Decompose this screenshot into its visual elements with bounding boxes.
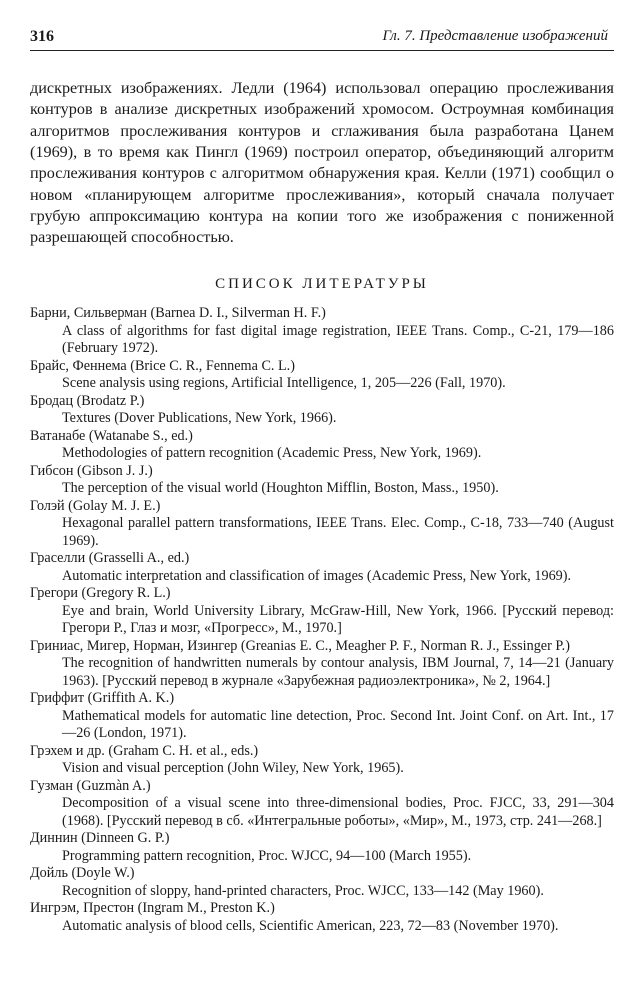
reference-author: Голэй (Golay M. J. E.) [30,497,161,514]
reference-entry [30,900,614,935]
reference-description: Hexagonal parallel pattern transformations, IEEE Trans. Elec. Comp., C-18, 733—740 (August 1969). [62,515,614,549]
reference-entry [30,358,614,393]
reference-author: Бродац (Brodatz P.) [30,392,145,409]
header-rule [30,50,614,51]
reference-author: Граселли (Grasselli A., ed.) [30,550,190,566]
reference-description: The perception of the visual world (Houghton Mifflin, Boston, Mass., 1950). [62,480,499,496]
reference-description: A class of algorithms for fast digital image registration, IEEE Trans. Comp., C-21, 179—186 (February 1972). [62,322,614,356]
reference-description: Recognition of sloppy, hand-printed characters, Proc. WJCC, 133—142 (May 1960). [62,882,544,899]
reference-description: Scene analysis using regions, Artificial Intelligence, 1, 205—226 (Fall, 1970). [62,375,506,391]
reference-author: Диннин (Dinneen G. P.) [30,830,170,846]
reference-author: Ватанабе (Watanabe S., ed.) [30,427,193,444]
reference-author: Гриниас, Мигер, Норман, Изингер (Greanias E. C., Meagher P. F., Norman R. J., Essinger P.) [30,637,570,654]
reference-author: Грэхем и др. (Graham C. H. et al., eds.) [30,742,259,759]
reference-author: Барни, Сильверман (Barnea D. I., Silverman H. F.) [30,305,326,321]
reference-author: Ингрэм, Престон (Ingram M., Preston K.) [30,900,275,916]
section-title: СПИСОК ЛИТЕРАТУРЫ [215,276,429,292]
reference-author: Грегори (Gregory R. L.) [30,585,171,601]
reference-entry [30,865,614,900]
reference-entry [30,463,614,498]
reference-author: Брайс, Феннема (Brice C. R., Fennema C. L.) [30,357,295,374]
reference-description: Programming pattern recognition, Proc. WJCC, 94—100 (March 1955). [62,847,472,864]
page-header [30,28,614,50]
reference-entry [30,830,614,865]
reference-description: Textures (Dover Publications, New York, 1966). [62,410,337,426]
reference-description: Methodologies of pattern recognition (Academic Press, New York, 1969). [62,445,482,461]
reference-author: Гриффит (Griffith A. K.) [30,690,175,706]
reference-entry [30,638,614,691]
reference-author: Гибсон (Gibson J. J.) [30,462,153,479]
reference-entry [30,428,614,463]
reference-entry [30,550,614,585]
page-number: 316 [30,28,54,45]
reference-entry [30,743,614,778]
running-head: Гл. 7. Представление изображений [382,28,608,44]
reference-description: Eye and brain, World University Library, McGraw-Hill, New York, 1966. [Русский перевод: Грегори Р., Глаз и мозг, «Прогресс», М., 1970.] [62,602,614,636]
reference-entry [30,778,614,831]
reference-description: Automatic interpretation and classification of images (Academic Press, New York, 1969). [62,567,572,584]
body-paragraph: дискретных изображениях. Ледли (1964) использовал операцию прослеживания контуров в анализе дискретных изображений хромосом. Остроумная комбинация алгоритмов прослеживания контуров и сглаживания была разработана Цанем (1969), в то время как Пингл (1969) построил оператор, объединяющий алгоритм прослеживания контуров с алгоритмом обнаружения края. Келли (1971) сообщил о новом «планирующем алгоритме прослеживания», который сначала получает грубую аппроксимацию контура на копии того же изображения с пониженной разрешающей способностью. [30,79,614,247]
reference-list [30,305,614,935]
reference-entry [30,585,614,638]
reference-entry [30,305,614,358]
reference-entry [30,393,614,428]
reference-author: Гузман (Guzmàn A.) [30,777,151,794]
reference-description: The recognition of handwritten numerals by contour analysis, IBM Journal, 7, 14—21 (January 1963). [Русский перевод в журнале «Зарубежная радиоэлектроника», № 2, 1964.] [62,655,614,689]
reference-entry [30,690,614,743]
reference-description: Decomposition of a visual scene into three-dimensional bodies, Proc. FJCC, 33, 291—304 (1968). [Русский перевод в сб. «Интегральные роботы», «Мир», М., 1973, стр. 241—268.] [62,795,614,829]
reference-author: Дойль (Doyle W.) [30,865,135,881]
reference-description: Vision and visual perception (John Wiley, New York, 1965). [62,760,404,776]
reference-description: Automatic analysis of blood cells, Scientific American, 223, 72—83 (November 1970). [62,917,559,934]
reference-description: Mathematical models for automatic line detection, Proc. Second Int. Joint Conf. on Art. Int., 17—26 (London, 1971). [62,707,614,741]
reference-entry [30,498,614,551]
